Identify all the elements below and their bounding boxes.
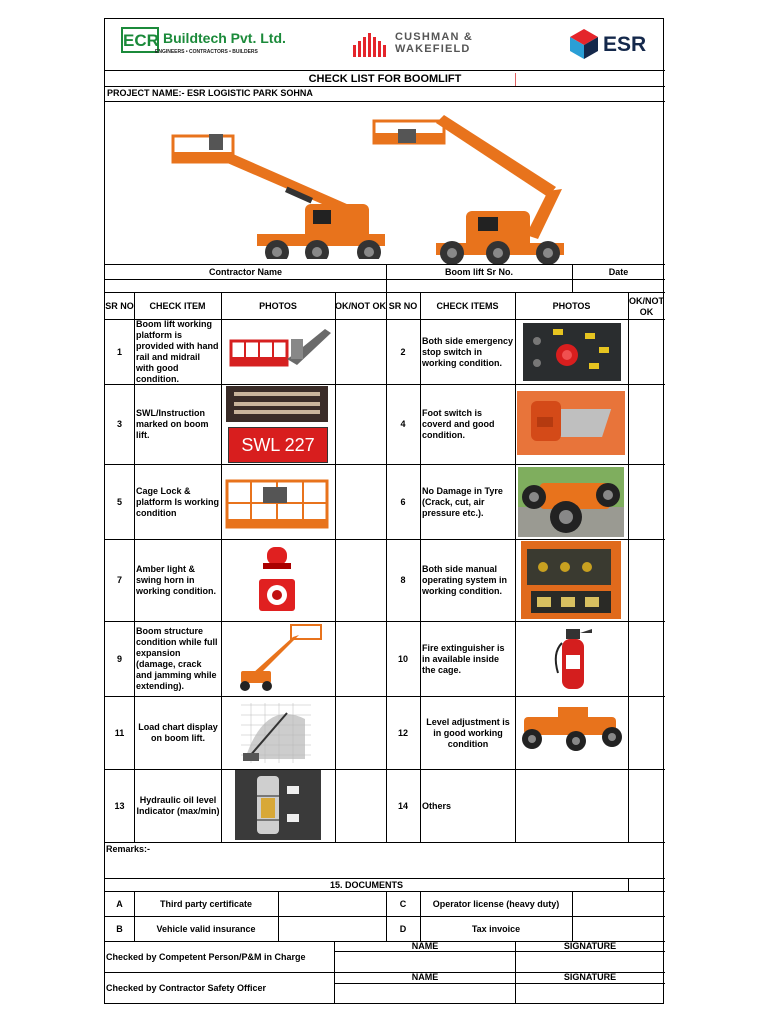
item-8-status[interactable] xyxy=(629,540,665,621)
item-8-text: Both side manual operating system in working condition. xyxy=(422,564,508,596)
item-6-photo-tyres xyxy=(518,467,624,537)
item-5-number: 5 xyxy=(116,496,122,507)
item-3-photo-instruction-plate xyxy=(226,386,328,422)
cushman-wakefield-logo xyxy=(351,29,491,59)
item-13-number: 13 xyxy=(114,800,125,811)
ecr-logo-name: Buildtech Pvt. Ltd. xyxy=(163,30,286,46)
doc-b-letter: B xyxy=(116,923,123,934)
item-10-status[interactable] xyxy=(629,622,665,696)
item-4-number: 4 xyxy=(400,419,406,429)
cw-building-icon xyxy=(351,31,389,57)
item-11-number: 11 xyxy=(114,727,125,738)
check-items-header-right: CHECK ITEMS xyxy=(436,301,499,311)
remarks-label: Remarks:- xyxy=(106,844,151,854)
ecr-logo-mark: ECR xyxy=(121,27,159,53)
checklist-title: CHECK LIST FOR BOOMLIFT xyxy=(308,73,462,85)
item-9-status[interactable] xyxy=(336,622,386,696)
swl-plate: SWL 227 xyxy=(228,427,328,463)
item-7-number: 7 xyxy=(116,575,122,585)
esr-logo xyxy=(567,27,657,63)
item-10-number: 10 xyxy=(397,653,408,664)
item-14-text: Others xyxy=(422,800,452,811)
ok-not-ok-header: OK/NOT OK xyxy=(335,301,386,311)
item-5-text: Cage Lock & platform Is working condition xyxy=(136,485,220,518)
documents-title: 15. DOCUMENTS xyxy=(329,880,403,890)
project-name: PROJECT NAME:- ESR LOGISTIC PARK SOHNA xyxy=(107,88,313,98)
safety-officer-label: Checked by Contractor Safety Officer xyxy=(106,982,267,993)
contractor-name-header: Contractor Name xyxy=(208,267,282,277)
item-1-photo-platform xyxy=(227,325,331,373)
ecr-logo xyxy=(121,27,286,63)
date-header: Date xyxy=(608,267,629,277)
item-3-number: 3 xyxy=(116,419,122,429)
item-5-status[interactable] xyxy=(336,465,386,539)
date-field[interactable] xyxy=(573,280,665,292)
ecr-logo-tagline: ENGINEERS • CONTRACTORS • BUILDERS xyxy=(155,49,258,55)
item-13-photo-oil-level-indicator xyxy=(235,770,321,840)
item-6-number: 6 xyxy=(400,496,406,507)
item-5-photo-cage xyxy=(223,475,331,531)
doc-c-text: Operator license (heavy duty) xyxy=(432,898,560,909)
item-8-photo-manual-controls xyxy=(521,541,621,619)
doc-c-letter: C xyxy=(399,898,407,909)
item-11-status[interactable] xyxy=(336,697,386,769)
item-12-text: Level adjustment is in good working condition xyxy=(426,716,510,749)
item-4-text: Foot switch is coverd and good condition. xyxy=(422,408,495,440)
item-2-number: 2 xyxy=(400,346,406,357)
item-14-status[interactable] xyxy=(629,770,665,842)
boomlift-illustration-right xyxy=(370,105,590,265)
cw-logo-line2: WAKEFIELD xyxy=(395,43,471,55)
item-10-text: Fire extinguisher is in available inside the cage. xyxy=(422,642,505,675)
doc-d-text: Tax invoice xyxy=(471,923,521,934)
doc-b-text: Vehicle valid insurance xyxy=(156,923,256,934)
competent-person-name-header: NAME xyxy=(411,941,439,951)
item-9-number: 9 xyxy=(116,653,122,664)
item-2-status[interactable] xyxy=(629,320,665,384)
esr-cube-icon xyxy=(567,27,601,61)
doc-a-letter: A xyxy=(116,898,123,909)
item-9-photo-boom-extension xyxy=(233,623,329,693)
item-3-text: SWL/Instruction marked on boom lift. xyxy=(136,408,209,440)
item-9-text: Boom structure condition while full expansion (damage, crack and jamming while extending). xyxy=(136,626,218,691)
boomlift-illustration-left xyxy=(165,124,405,259)
item-4-status[interactable] xyxy=(629,385,665,464)
competent-person-signature-field[interactable] xyxy=(516,952,665,972)
photos-header: PHOTOS xyxy=(259,301,297,311)
item-7-status[interactable] xyxy=(336,540,386,621)
item-11-text: Load chart display on boom lift. xyxy=(138,722,218,743)
competent-person-label: Checked by Competent Person/P&M in Charge xyxy=(106,951,306,962)
item-12-photo-level-adjustment xyxy=(518,703,622,753)
boom-lift-serial-header: Boom lift Sr No. xyxy=(445,267,513,277)
item-7-photo-amber-light-horn xyxy=(253,543,303,619)
item-13-text: Hydraulic oil level Indicator (max/min) xyxy=(136,795,220,816)
item-10-photo-fire-extinguisher xyxy=(550,625,594,691)
item-2-text: Both side emergency stop switch in working condition. xyxy=(422,335,514,368)
doc-b-status[interactable] xyxy=(279,917,386,941)
item-13-status[interactable] xyxy=(336,770,386,842)
item-2-photo-emergency-stop xyxy=(523,323,621,381)
item-4-photo-foot-switch xyxy=(517,391,625,455)
competent-person-signature-header: SIGNATURE xyxy=(563,941,617,951)
item-12-number: 12 xyxy=(397,727,408,738)
safety-officer-signature-field[interactable] xyxy=(516,984,665,1003)
boom-lift-serial-field[interactable] xyxy=(387,280,572,292)
item-1-status[interactable] xyxy=(336,320,386,384)
esr-logo-name: ESR xyxy=(603,33,647,56)
item-1-text: Boom lift working platform is provided with hand rail and midrail with good condition. xyxy=(136,319,219,384)
item-6-text: No Damage in Tyre (Crack, cut, air pressure etc.). xyxy=(422,485,503,518)
item-14-number: 14 xyxy=(397,800,408,811)
doc-c-status[interactable] xyxy=(573,892,665,916)
item-12-status[interactable] xyxy=(629,697,665,769)
check-item-header: CHECK ITEM xyxy=(149,301,206,311)
doc-d-letter: D xyxy=(399,923,407,934)
safety-officer-name-field[interactable] xyxy=(336,984,514,1003)
sr-no-header-right: SR NO xyxy=(388,301,418,311)
contractor-name-field[interactable] xyxy=(105,280,386,292)
cw-logo-line1: CUSHMAN & xyxy=(395,31,474,43)
item-7-text: Amber light & swing horn in working condition. xyxy=(136,564,216,596)
photos-header-right: PHOTOS xyxy=(552,301,591,311)
remarks-field[interactable] xyxy=(105,855,665,877)
safety-officer-signature-header: SIGNATURE xyxy=(563,972,617,982)
item-8-number: 8 xyxy=(400,575,406,585)
item-1-number: 1 xyxy=(116,346,122,357)
safety-officer-name-header: NAME xyxy=(411,972,439,982)
doc-a-status[interactable] xyxy=(279,892,386,916)
item-11-photo-load-chart xyxy=(235,699,315,767)
doc-a-text: Third party certificate xyxy=(159,898,253,909)
sr-no-header: SR NO xyxy=(105,301,134,311)
item-3-status[interactable] xyxy=(336,385,386,464)
competent-person-name-field[interactable] xyxy=(336,952,514,972)
item-6-status[interactable] xyxy=(629,465,665,539)
doc-d-status[interactable] xyxy=(573,917,665,941)
ok-not-ok-header-right: OK/NOT OK xyxy=(629,295,664,317)
checklist-sheet xyxy=(104,18,664,1004)
